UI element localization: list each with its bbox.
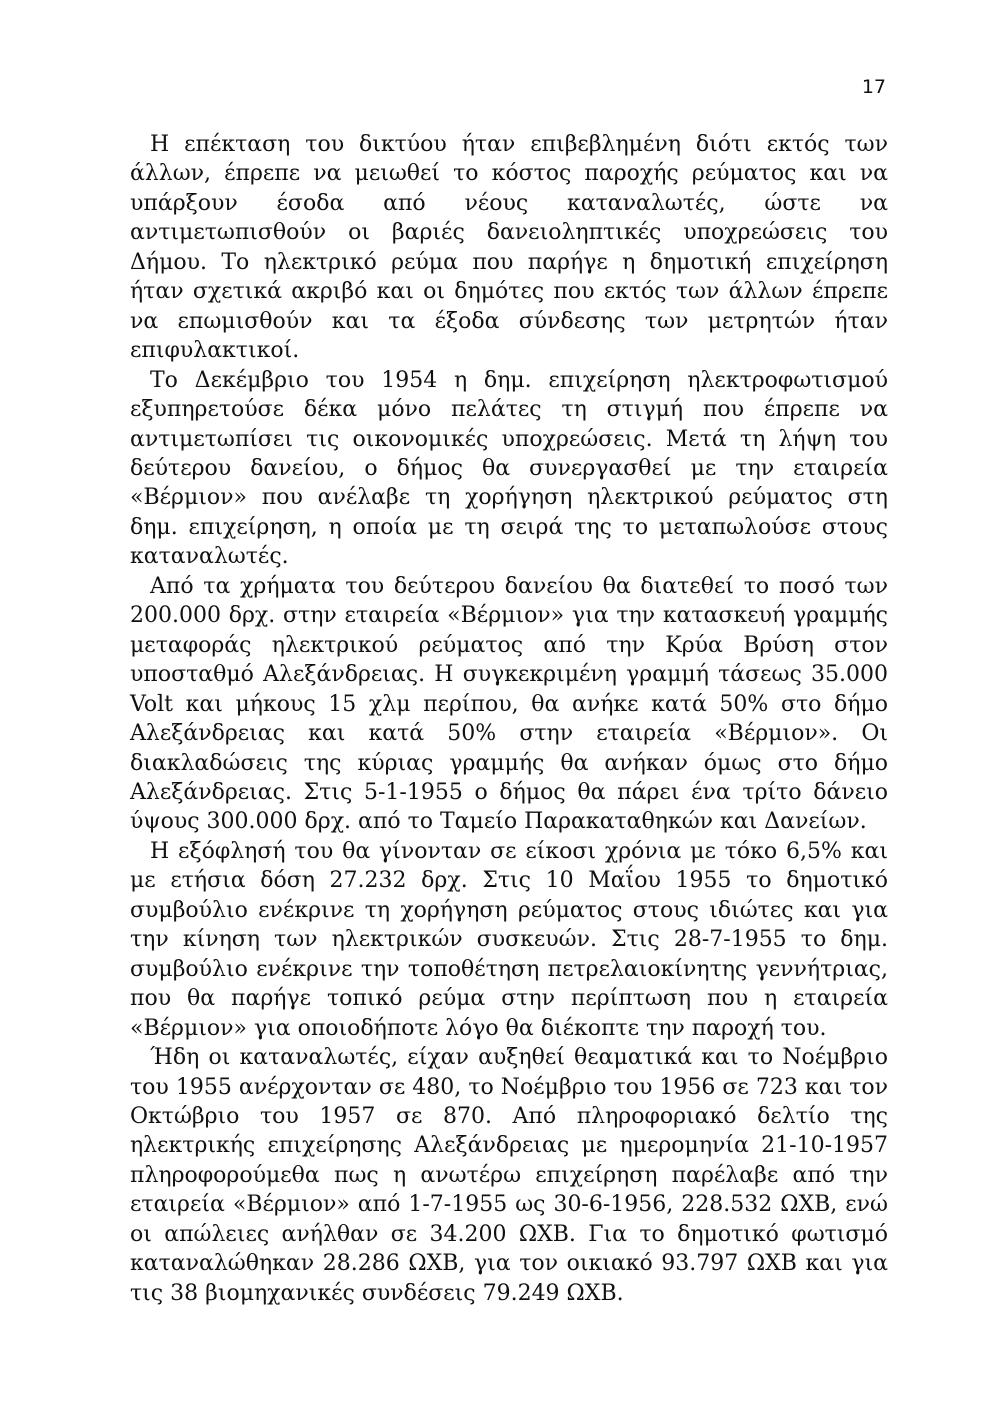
- paragraph: Από τα χρήματα του δεύτερου δανείου θα διατεθεί το ποσό των 200.000 δρχ. στην εταιρεία «Βέρμιον» για την κατασκευή γραμμής μεταφοράς ηλεκτρικού ρεύματος από την Κρύα Βρύση στον υποσταθμό Αλεξάνδρειας. Η συγκεκριμένη γραμμή τάσεως 35.000 Volt και μήκους 15 χλμ περίπου, θα ανήκε κατά 50% στο δήμο Αλεξάνδρειας και κατά 50% στην εταιρεία «Βέρμιον». Οι διακλαδώσεις της κύριας γραμμής θα ανήκαν όμως στο δήμο Αλεξάνδρειας. Στις 5-1-1955 ο δήμος θα πάρει ένα τρίτο δάνειο ύψους 300.000 δρχ. από το Ταμείο Παρακαταθηκών και Δανείων.: [130, 573, 888, 835]
- paragraph: Το Δεκέμβριο του 1954 η δημ. επιχείρηση ηλεκτροφωτισμού εξυπηρετούσε δέκα μόνο πελάτες τη στιγμή που έπρεπε να αντιμετωπίσει τις οικονομικές υποχρεώσεις. Μετά τη λήψη του δεύτερου δανείου, ο δήμος θα συνεργασθεί με την εταιρεία «Βέρμιον» που ανέλαβε τη χορήγηση ηλεκτρικού ρεύματος στη δημ. επιχείρηση, η οποία με τη σειρά της το μεταπωλούσε στους καταναλωτές.: [130, 367, 888, 570]
- paragraph: Η εξόφλησή του θα γίνονταν σε είκοσι χρόνια με τόκο 6,5% και με ετήσια δόση 27.232 δρχ. Στις 10 Μαΐου 1955 το δημοτικό συμβούλιο ενέκρινε τη χορήγηση ρεύματος στους ιδιώτες και για την κίνηση των ηλεκτρικών συσκευών. Στις 28-7-1955 το δημ. συμβούλιο ενέκρινε την τοποθέτηση πετρελαιοκίνητης γεννήτριας, που θα παρήγε τοπικό ρεύμα στην περίπτωση που η εταιρεία «Βέρμιον» για οποιοδήποτε λόγο θα διέκοπτε την παροχή του.: [130, 838, 888, 1041]
- body-text: [130, 130, 888, 1308]
- paragraph: Η επέκταση του δικτύου ήταν επιβεβλημένη διότι εκτός των άλλων, έπρεπε να μειωθεί το κόστος παροχής ρεύματος και να υπάρξουν έσοδα από νέους καταναλωτές, ώστε να αντιμετωπισθούν οι βαριές δανειοληπτικές υποχρεώσεις του Δήμου. Το ηλεκτρικό ρεύμα που παρήγε η δημοτική επιχείρηση ήταν σχετικά ακριβό και οι δημότες που εκτός των άλλων έπρεπε να επωμισθούν και τα έξοδα σύνδεσης των μετρητών ήταν επιφυλακτικοί.: [130, 132, 888, 364]
- page-number: 17: [861, 76, 886, 98]
- paragraph: Ήδη οι καταναλωτές, είχαν αυξηθεί θεαματικά και το Νοέμβριο του 1955 ανέρχονταν σε 480, το Νοέμβριο του 1956 σε 723 και τον Οκτώβριο του 1957 σε 870. Από πληροφοριακό δελτίο της ηλεκτρικής επιχείρησης Αλεξάνδρειας με ημερομηνία 21-10-1957 πληροφορούμεθα πως η ανωτέρω επιχείρηση παρέλαβε από την εταιρεία «Βέρμιον» από 1-7-1955 ως 30-6-1956, 228.532 ΩΧΒ, ενώ οι απώλειες ανήλθαν σε 34.200 ΩΧΒ. Για το δημοτικό φωτισμό καταναλώθηκαν 28.286 ΩΧΒ, για τον οικιακό 93.797 ΩΧΒ και για τις 38 βιομηχανικές συνδέσεις 79.249 ΩΧΒ.: [130, 1045, 888, 1306]
